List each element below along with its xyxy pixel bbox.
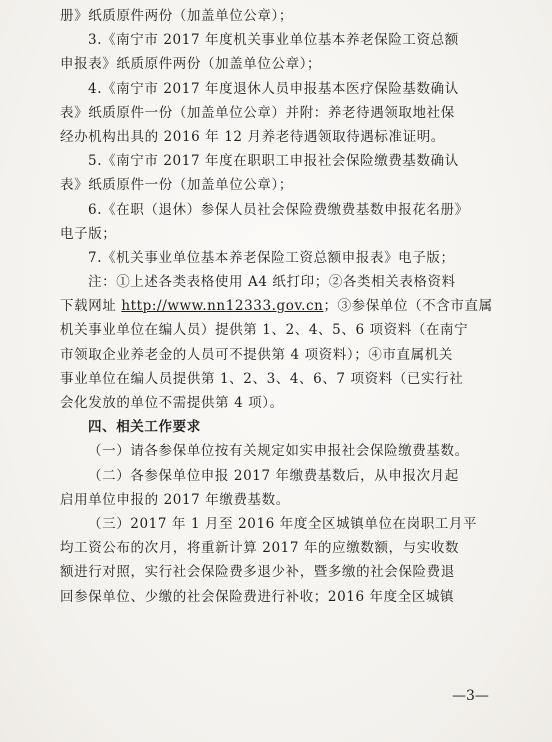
text-line: 4.《南宁市 2017 年度退休人员申报基本医疗保险基数确认 <box>88 80 459 97</box>
text-line: （一）请各参保单位按有关规定如实申报社会保险缴费基数。 <box>88 443 469 460</box>
text-line: 表》纸质原件一份（加盖单位公章）并附：养老待遇领取地社保 <box>60 104 455 121</box>
text-line: 7.《机关事业单位基本养老保险工资总额申报表》电子版； <box>88 249 455 266</box>
text-line: 注：①上述各类表格使用 A4 纸打印；②各类相关表格资料 <box>88 274 456 291</box>
text-line: 表》纸质原件一份（加盖单位公章）； <box>60 177 293 194</box>
text-after-link: ；③参保单位（不含市直属 <box>323 298 493 315</box>
text-line: 启用单位申报的 2017 年缴费基数。 <box>60 491 290 508</box>
text-line: 经办机构出具的 2016 年 12 月养老待遇领取待遇标准证明。 <box>60 128 445 145</box>
text-line-with-link <box>60 294 492 318</box>
text-line: 册》纸质原件两份（加盖单位公章）； <box>60 8 293 24</box>
text-line: 5.《南宁市 2017 年度在职职工申报社会保险缴费基数确认 <box>88 153 459 170</box>
text-line: 额进行对照，实行社会保险费多退少补，暨多缴的社会保险费退 <box>60 564 455 581</box>
text-line: 6.《在职（退休）参保人员社会保险费缴费基数申报花名册》 <box>88 201 469 218</box>
page-number: —3— <box>452 688 489 704</box>
text-line: 电子版； <box>60 225 117 242</box>
text-line: 事业单位在编人员提供第 1、2、3、4、6、7 项资料（已实行社 <box>60 370 464 387</box>
download-url-link[interactable]: http://www.nn12333.gov.cn <box>121 298 324 315</box>
document-body <box>60 4 492 609</box>
text-line: 3.《南宁市 2017 年度机关事业单位基本养老保险工资总额 <box>88 32 459 49</box>
text-line: 市领取企业养老金的人员可不提供第 4 项资料）；④市直属机关 <box>60 346 453 363</box>
text-line: （二）各参保单位申报 2017 年缴费基数后，从申报次月起 <box>88 467 459 484</box>
download-label: 下载网址 <box>60 298 117 315</box>
section-heading: 四、相关工作要求 <box>88 419 201 436</box>
text-line: 申报表》纸质原件两份（加盖单位公章）； <box>60 56 322 73</box>
text-line: （三）2017 年 1 月至 2016 年度全区城镇单位在岗职工月平 <box>88 515 478 532</box>
text-line: 均工资公布的次月，将重新计算 2017 年的应缴数额，与实收数 <box>60 540 460 557</box>
text-line: 会化发放的单位不需提供第 4 项）。 <box>60 395 284 411</box>
text-line: 回参保单位、少缴的社会保险费进行补收；2016 年度全区城镇 <box>60 588 455 605</box>
text-line: 机关事业单位在编人员）提供第 1、2、4、5、6 项资料（在南宁 <box>60 322 469 339</box>
